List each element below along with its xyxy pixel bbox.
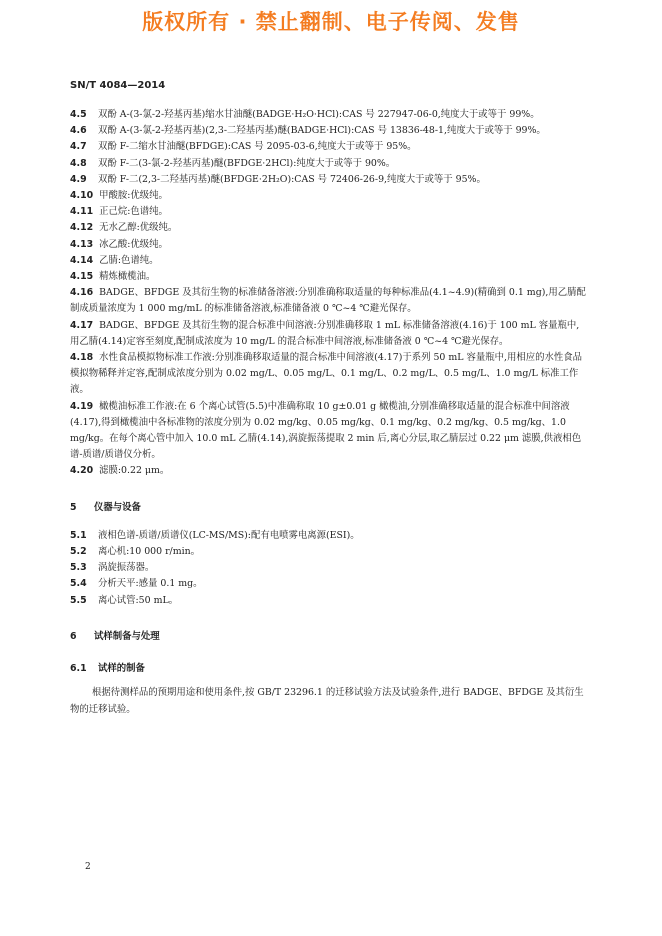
item-number: 5.1: [70, 529, 87, 541]
item-number: 4.17: [70, 319, 94, 331]
list-item: [70, 593, 586, 609]
list-item: [70, 350, 586, 399]
watermark-banner: 版权所有 · 禁止翻制、电子传阅、发售: [142, 10, 520, 34]
item-text: 冰乙酸:优级纯。: [99, 238, 168, 250]
subsection-6-1-heading: [70, 661, 586, 677]
list-item: [70, 318, 586, 350]
item-text: BADGE、BFDGE 及其衍生物的标准储备溶液:分别准确称取适量的每种标准品(4.1~4.9)(精确到 0.1 mg),用乙腈配制成质量浓度为 1 000 mg/mL 的标准储备溶液,标准储备液 0 ℃~4 ℃避光保存。: [70, 287, 586, 315]
list-item: [70, 139, 586, 155]
list-item: [70, 253, 586, 269]
item-text: 甲酸胺:优级纯。: [99, 190, 168, 202]
list-item: [70, 172, 586, 188]
list-item: [70, 156, 586, 172]
item-text: 精炼橄榄油。: [99, 271, 156, 283]
item-text: 无水乙醇:优级纯。: [99, 222, 178, 234]
item-number: 4.12: [70, 222, 94, 234]
list-item: [70, 204, 586, 220]
standard-code: SN/T 4084—2014: [70, 80, 166, 91]
section-number: 5: [70, 501, 77, 513]
item-number: 4.13: [70, 238, 94, 250]
item-text: 双酚 A-(3-氯-2-羟基丙基)缩水甘油醚(BADGE·H₂O·HCl):CAS 号 227947-06-0,纯度大于或等于 99%。: [98, 109, 540, 120]
equipment-list: [70, 528, 586, 609]
item-number: 5.5: [70, 594, 87, 606]
item-text: 滤膜:0.22 μm。: [99, 465, 170, 477]
item-text: 水性食品模拟物标准工作液:分别准确移取适量的混合标准中间溶液(4.17)于系列 50 mL 容量瓶中,用相应的水性食品模拟物稀释并定容,配制成浓度分别为 0.02 mg/L、0.05 mg/L、0.1 mg/L、0.2 mg/L、0.5 mg/L、1.0 mg/L 标准工作液。: [70, 352, 582, 396]
item-number: 4.5: [70, 109, 87, 120]
page-number: 2: [85, 862, 91, 872]
item-number: 4.20: [70, 465, 94, 477]
item-number: 4.9: [70, 173, 87, 185]
subsection-number: 6.1: [70, 663, 87, 675]
item-text: 离心试管:50 mL。: [98, 594, 179, 606]
document-body: [70, 107, 586, 718]
item-number: 4.16: [70, 287, 94, 299]
item-number: 4.11: [70, 206, 94, 218]
item-text: 双酚 F-二缩水甘油醚(BFDGE):CAS 号 2095-03-6,纯度大于或等于 95%。: [98, 141, 417, 153]
list-item: [70, 107, 586, 123]
list-item: [70, 560, 586, 576]
item-text: 液相色谱-质谱/质谱仪(LC-MS/MS):配有电喷雾电离源(ESI)。: [98, 529, 360, 541]
list-item: [70, 528, 586, 544]
item-number: 4.6: [70, 125, 87, 137]
item-text: 橄榄油标准工作液:在 6 个离心试管(5.5)中准确称取 10 g±0.01 g 橄榄油,分别准确移取适量的混合标准中间溶液(4.17),得到橄榄油中各标准物的浓度分别为 0.02 mg/kg、0.05 mg/kg、0.1 mg/kg、0.2 mg/kg、0.5 mg/kg、1.0 mg/kg。在每个离心管中加入 10.0 mL 乙腈(4.14),涡旋振荡提取 2 min 后,离心分层,取乙腈层过 0.22 μm 滤膜,供液相色谱-质谱/质谱仪分析。: [70, 400, 582, 461]
list-item: [70, 544, 586, 560]
item-number: 5.4: [70, 578, 87, 590]
item-text: 双酚 A-(3-氯-2-羟基丙基)(2,3-二羟基丙基)醚(BADGE·HCl):CAS 号 13836-48-1,纯度大于或等于 99%。: [98, 125, 546, 137]
list-item: [70, 399, 586, 464]
item-number: 4.14: [70, 254, 94, 266]
item-text: 双酚 F-二(3-氯-2-羟基丙基)醚(BFDGE·2HCl):纯度大于或等于 90%。: [98, 157, 396, 169]
list-item: [70, 123, 586, 139]
item-text: 离心机:10 000 r/min。: [98, 546, 201, 558]
item-number: 4.10: [70, 190, 94, 202]
subsection-title: 试样的制备: [98, 663, 145, 675]
section-5-heading: [70, 500, 586, 516]
list-item: [70, 463, 586, 479]
list-item: [70, 576, 586, 592]
item-text: 乙腈:色谱纯。: [99, 254, 159, 266]
item-text: BADGE、BFDGE 及其衍生物的混合标准中间溶液:分别准确移取 1 mL 标准储备溶液(4.16)于 100 mL 容量瓶中,用乙腈(4.14)定容至刻度,配制成浓度为 10 mg/L 的混合标准中间溶液,标准储备液 0 ℃~4 ℃避光保存。: [70, 319, 580, 347]
section-number: 6: [70, 630, 77, 642]
list-item: [70, 220, 586, 236]
section-title: 试样制备与处理: [94, 630, 160, 642]
item-text: 正己烷:色谱纯。: [99, 206, 168, 218]
item-number: 5.2: [70, 546, 87, 558]
item-text: 涡旋振荡器。: [98, 562, 155, 574]
item-text: 双酚 F-二(2,3-二羟基丙基)醚(BFDGE·2H₂O):CAS 号 72406-26-9,纯度大于或等于 95%。: [98, 173, 486, 185]
item-text: 分析天平:感量 0.1 mg。: [98, 578, 203, 590]
item-number: 4.15: [70, 271, 94, 283]
reagent-list: [70, 107, 586, 480]
item-number: 4.7: [70, 141, 87, 153]
list-item: [70, 237, 586, 253]
section-6-heading: [70, 629, 586, 645]
list-item: [70, 188, 586, 204]
item-number: 4.8: [70, 157, 87, 169]
item-number: 4.18: [70, 352, 94, 364]
item-number: 5.3: [70, 562, 87, 574]
item-number: 4.19: [70, 400, 94, 412]
paragraph-6-1: 根据待测样品的预期用途和使用条件,按 GB/T 23296.1 的迁移试验方法及试验条件,进行 BADGE、BFDGE 及其衍生物的迁移试验。: [70, 687, 584, 715]
list-item: [70, 269, 586, 285]
list-item: [70, 285, 586, 317]
section-title: 仪器与设备: [94, 501, 141, 513]
